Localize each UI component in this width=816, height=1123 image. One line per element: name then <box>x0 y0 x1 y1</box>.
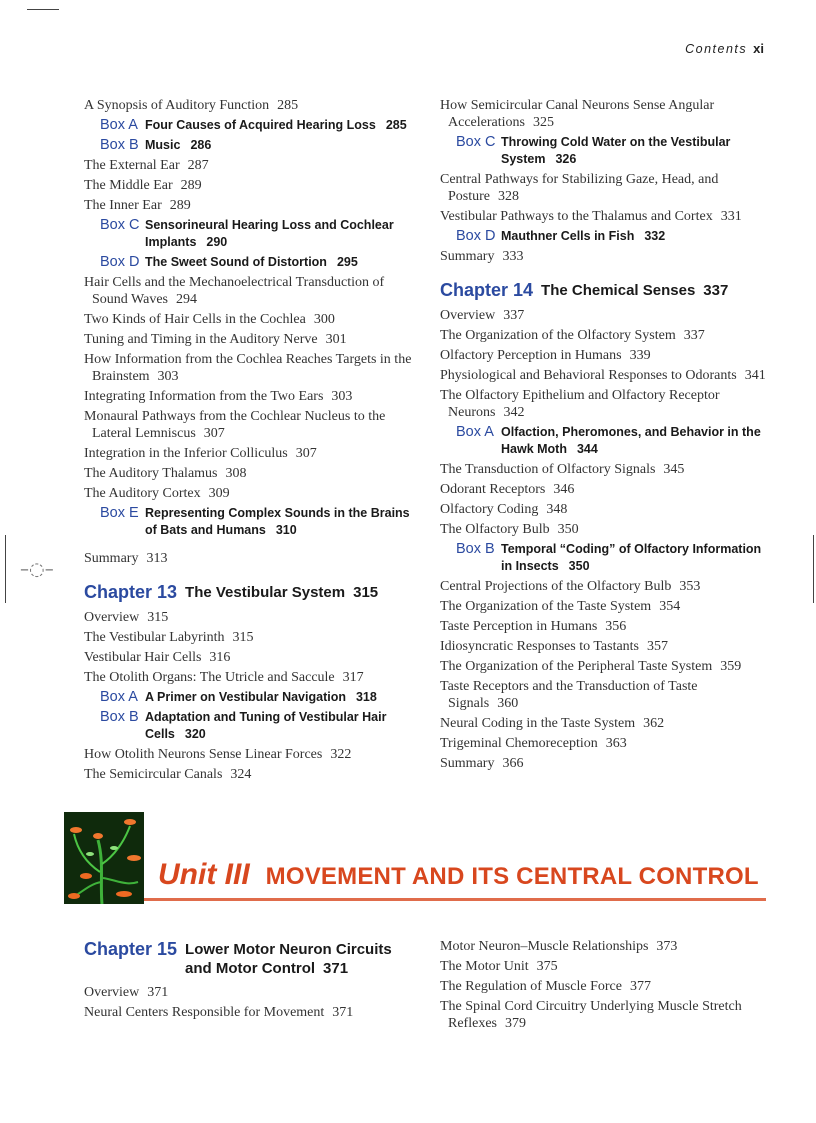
toc-entry[interactable]: Tuning and Timing in the Auditory Nerve 301 <box>84 332 347 347</box>
chapter-label: Chapter 14 <box>440 280 534 300</box>
toc-entry[interactable]: Taste Receptors and the Transduction of Taste Signals 360 <box>440 679 698 711</box>
toc-entry[interactable]: Motor Neuron–Muscle Relationships 373 <box>440 939 678 954</box>
toc-entry[interactable]: Vestibular Pathways to the Thalamus and Cortex 331 <box>440 209 742 224</box>
toc-bottom-right-column <box>440 938 770 1035</box>
toc-box-entry[interactable]: Box D The Sweet Sound of Distortion 295 <box>100 254 358 270</box>
toc-entry[interactable]: The Organization of the Olfactory System 337 <box>440 328 705 343</box>
toc-entry[interactable]: Odorant Receptors 346 <box>440 482 575 497</box>
toc-entry[interactable]: Olfactory Coding 348 <box>440 502 568 517</box>
toc-entry[interactable]: Olfactory Perception in Humans 339 <box>440 348 651 363</box>
toc-entry[interactable]: A Synopsis of Auditory Function 285 <box>84 98 299 113</box>
plant-illustration-icon <box>64 812 144 904</box>
toc-entry[interactable]: Overview 337 <box>440 308 525 323</box>
chapter-label: Chapter 15 <box>84 939 178 959</box>
toc-entry[interactable]: Neural Centers Responsible for Movement 371 <box>84 1005 354 1020</box>
toc-entry[interactable]: The Organization of the Peripheral Taste System 359 <box>440 659 742 674</box>
running-head-label: Contents <box>685 42 748 56</box>
toc-entry[interactable]: The Spinal Cord Circuitry Underlying Muscle Stretch Reflexes 379 <box>440 999 742 1031</box>
toc-box-entry[interactable]: Box A Olfaction, Pheromones, and Behavior in the Hawk Moth 344 <box>456 424 761 456</box>
page-number: xi <box>753 41 764 56</box>
toc-entry[interactable]: Idiosyncratic Responses to Tastants 357 <box>440 639 669 654</box>
chapter-14-heading[interactable] <box>440 279 770 301</box>
toc-entry[interactable]: Central Projections of the Olfactory Bulb 353 <box>440 579 701 594</box>
crop-mark-left <box>5 535 6 603</box>
toc-box-entry[interactable]: Box A A Primer on Vestibular Navigation 318 <box>100 689 377 705</box>
toc-box-entry[interactable]: Box E Representing Complex Sounds in the Brains of Bats and Humans 310 <box>100 505 410 537</box>
chapter-title: Lower Motor Neuron Circuits and Motor Control 371 <box>185 941 392 977</box>
toc-box-entry[interactable]: Box C Throwing Cold Water on the Vestibular System 326 <box>456 134 731 166</box>
chapter-title: The Vestibular System 315 <box>185 584 379 601</box>
unit-title: MOVEMENT AND ITS CENTRAL CONTROL <box>265 863 759 890</box>
unit-heading[interactable] <box>158 858 759 892</box>
registration-mark-icon: –◌– <box>20 559 54 580</box>
toc-entry[interactable]: The Transduction of Olfactory Signals 345 <box>440 462 685 477</box>
toc-entry[interactable]: The Semicircular Canals 324 <box>84 767 252 782</box>
toc-entry[interactable]: How Otolith Neurons Sense Linear Forces 322 <box>84 747 352 762</box>
toc-entry[interactable]: Overview 315 <box>84 610 169 625</box>
toc-entry[interactable]: Central Pathways for Stabilizing Gaze, Head, and Posture 328 <box>440 172 719 204</box>
toc-entry-summary[interactable]: Summary 333 <box>440 249 524 264</box>
unit-plant-image <box>64 812 144 904</box>
toc-entry[interactable]: Two Kinds of Hair Cells in the Cochlea 300 <box>84 312 335 327</box>
toc-entry[interactable]: The Otolith Organs: The Utricle and Saccule 317 <box>84 670 364 685</box>
unit-label: Unit III <box>158 858 250 891</box>
toc-box-entry[interactable]: Box B Temporal “Coding” of Olfactory Information in Insects 350 <box>456 541 762 573</box>
toc-entry[interactable]: The Middle Ear 289 <box>84 178 202 193</box>
toc-entry[interactable]: Monaural Pathways from the Cochlear Nucleus to the Lateral Lemniscus 307 <box>84 409 386 441</box>
toc-entry[interactable]: The Auditory Cortex 309 <box>84 486 230 501</box>
toc-box-entry[interactable]: Box D Mauthner Cells in Fish 332 <box>456 228 666 244</box>
toc-entry[interactable]: The Motor Unit 375 <box>440 959 558 974</box>
toc-entry[interactable]: How Semicircular Canal Neurons Sense Angular Accelerations 325 <box>440 98 715 130</box>
toc-entry-summary[interactable]: Summary 313 <box>84 551 168 566</box>
toc-entry[interactable]: Integration in the Inferior Colliculus 307 <box>84 446 317 461</box>
toc-left-column <box>84 97 414 786</box>
crop-mark-top <box>27 9 59 10</box>
chapter-15-heading[interactable] <box>84 938 414 978</box>
toc-entry[interactable]: The Regulation of Muscle Force 377 <box>440 979 651 994</box>
toc-entry[interactable]: The Auditory Thalamus 308 <box>84 466 247 481</box>
toc-entry[interactable]: The Organization of the Taste System 354 <box>440 599 681 614</box>
toc-entry[interactable]: The Olfactory Bulb 350 <box>440 522 579 537</box>
toc-entry[interactable]: The Inner Ear 289 <box>84 198 191 213</box>
chapter-13-heading[interactable] <box>84 581 414 603</box>
toc-box-entry[interactable]: Box A Four Causes of Acquired Hearing Loss 285 <box>100 117 407 133</box>
toc-entry[interactable]: Vestibular Hair Cells 316 <box>84 650 231 665</box>
toc-entry[interactable]: Overview 371 <box>84 985 169 1000</box>
unit-banner <box>64 812 766 904</box>
crop-mark-right <box>813 535 814 603</box>
toc-entry-summary[interactable]: Summary 366 <box>440 756 524 771</box>
toc-entry[interactable]: The External Ear 287 <box>84 158 209 173</box>
unit-divider <box>144 898 766 901</box>
toc-right-column <box>440 97 770 775</box>
toc-box-entry[interactable]: Box B Adaptation and Tuning of Vestibular Hair Cells 320 <box>100 709 387 741</box>
toc-entry[interactable]: Trigeminal Chemoreception 363 <box>440 736 627 751</box>
toc-entry[interactable]: Integrating Information from the Two Ears 303 <box>84 389 353 404</box>
toc-entry[interactable]: Taste Perception in Humans 356 <box>440 619 627 634</box>
toc-entry[interactable]: The Olfactory Epithelium and Olfactory Receptor Neurons 342 <box>440 388 720 420</box>
toc-box-entry[interactable]: Box C Sensorineural Hearing Loss and Cochlear Implants 290 <box>100 217 394 249</box>
chapter-label: Chapter 13 <box>84 582 178 602</box>
chapter-title: The Chemical Senses 337 <box>541 282 729 299</box>
toc-entry[interactable]: The Vestibular Labyrinth 315 <box>84 630 254 645</box>
toc-box-entry[interactable]: Box B Music 286 <box>100 137 212 153</box>
toc-entry[interactable]: Physiological and Behavioral Responses to Odorants 341 <box>440 368 766 383</box>
toc-bottom-left-column <box>84 938 414 1024</box>
toc-entry[interactable]: How Information from the Cochlea Reaches Targets in the Brainstem 303 <box>84 352 412 384</box>
toc-entry[interactable]: Neural Coding in the Taste System 362 <box>440 716 665 731</box>
toc-entry[interactable]: Hair Cells and the Mechanoelectrical Transduction of Sound Waves 294 <box>84 275 385 307</box>
running-head <box>685 41 764 56</box>
